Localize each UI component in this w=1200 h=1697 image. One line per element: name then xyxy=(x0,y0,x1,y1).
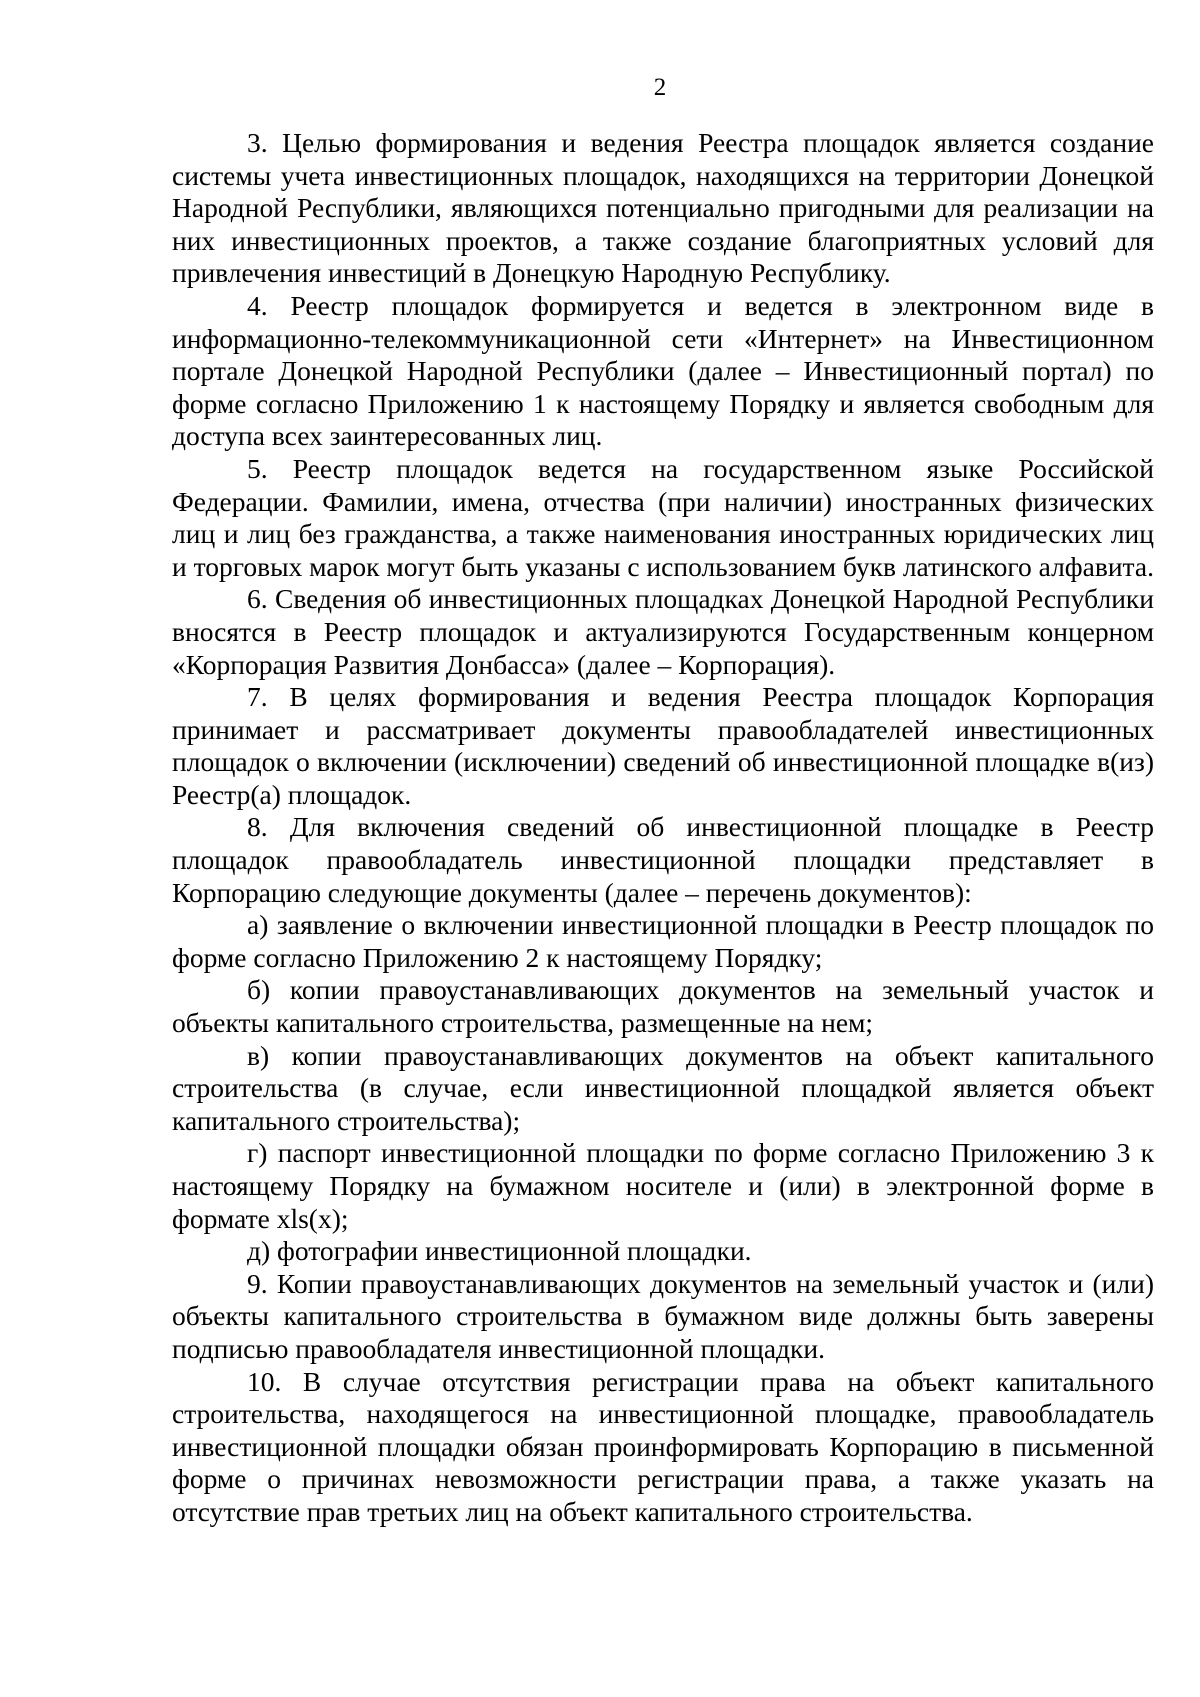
paragraph-8: 8. Для включения сведений об инвестиционной площадке в Реестр площадок правообладатель инвестиционной площадки представляет в Корпорацию следующие документы (далее – перечень документов): xyxy=(172,811,1154,908)
list-item-g: г) паспорт инвестиционной площадки по форме согласно Приложению 3 к настоящему Порядку на бумажном носителе и (или) в электронной форме в формате xls(x); xyxy=(172,1137,1154,1234)
paragraph-3: 3. Целью формирования и ведения Реестра площадок является создание системы учета инвестиционных площадок, находящихся на территории Донецкой Народной Республики, являющихся потенциально пригодными для реализации на них инвестиционных проектов, а также создание благоприятных условий для привлечения инвестиций в Донецкую Народную Республику. xyxy=(172,127,1154,289)
paragraph-9: 9. Копии правоустанавливающих документов на земельный участок и (или) объекты капитального строительства в бумажном виде должны быть заверены подписью правообладателя инвестиционной площадки. xyxy=(172,1267,1154,1364)
paragraph-5: 5. Реестр площадок ведется на государственном языке Российской Федерации. Фамилии, имена, отчества (при наличии) иностранных физических лиц и лиц без гражданства, а также наименования иностранных юридических лиц и торговых марок могут быть указаны с использованием букв латинского алфавита. xyxy=(172,452,1154,582)
document-body xyxy=(172,127,1154,1529)
list-item-v: в) копии правоустанавливающих документов на объект капитального строительства (в случае, если инвестиционной площадкой является объект капитального строительства); xyxy=(172,1039,1154,1136)
paragraph-10: 10. В случае отсутствия регистрации права на объект капитального строительства, находящегося на инвестиционной площадке, правообладатель инвестиционной площадки обязан проинформировать Корпорацию в письменной форме о причинах невозможности регистрации права, а также указать на отсутствие прав третьих лиц на объект капитального строительства. xyxy=(172,1365,1154,1527)
paragraph-4: 4. Реестр площадок формируется и ведется в электронном виде в информационно-телекоммуникационной сети «Интернет» на Инвестиционном портале Донецкой Народной Республики (далее – Инвестиционный портал) по форме согласно Приложению 1 к настоящему Порядку и является свободным для доступа всех заинтересованных лиц. xyxy=(172,289,1154,452)
list-item-d: д) фотографии инвестиционной площадки. xyxy=(247,1235,752,1267)
paragraph-7: 7. В целях формирования и ведения Реестра площадок Корпорация принимает и рассматривает документы правообладателей инвестиционных площадок о включении (исключении) сведений об инвестиционной площадке в(из) Реестр(а) площадок. xyxy=(172,681,1154,810)
list-item-b: б) копии правоустанавливающих документов на земельный участок и объекты капитального строительства, размещенные на нем; xyxy=(172,974,1154,1039)
list-item-a: а) заявление о включении инвестиционной площадки в Реестр площадок по форме согласно Приложению 2 к настоящему Порядку; xyxy=(172,909,1154,973)
page-number: 2 xyxy=(653,74,667,101)
paragraph-6: 6. Сведения об инвестиционных площадках Донецкой Народной Республики вносятся в Реестр площадок и актуализируются Государственным концерном «Корпорация Развития Донбасса» (далее – Корпорация). xyxy=(172,583,1154,680)
